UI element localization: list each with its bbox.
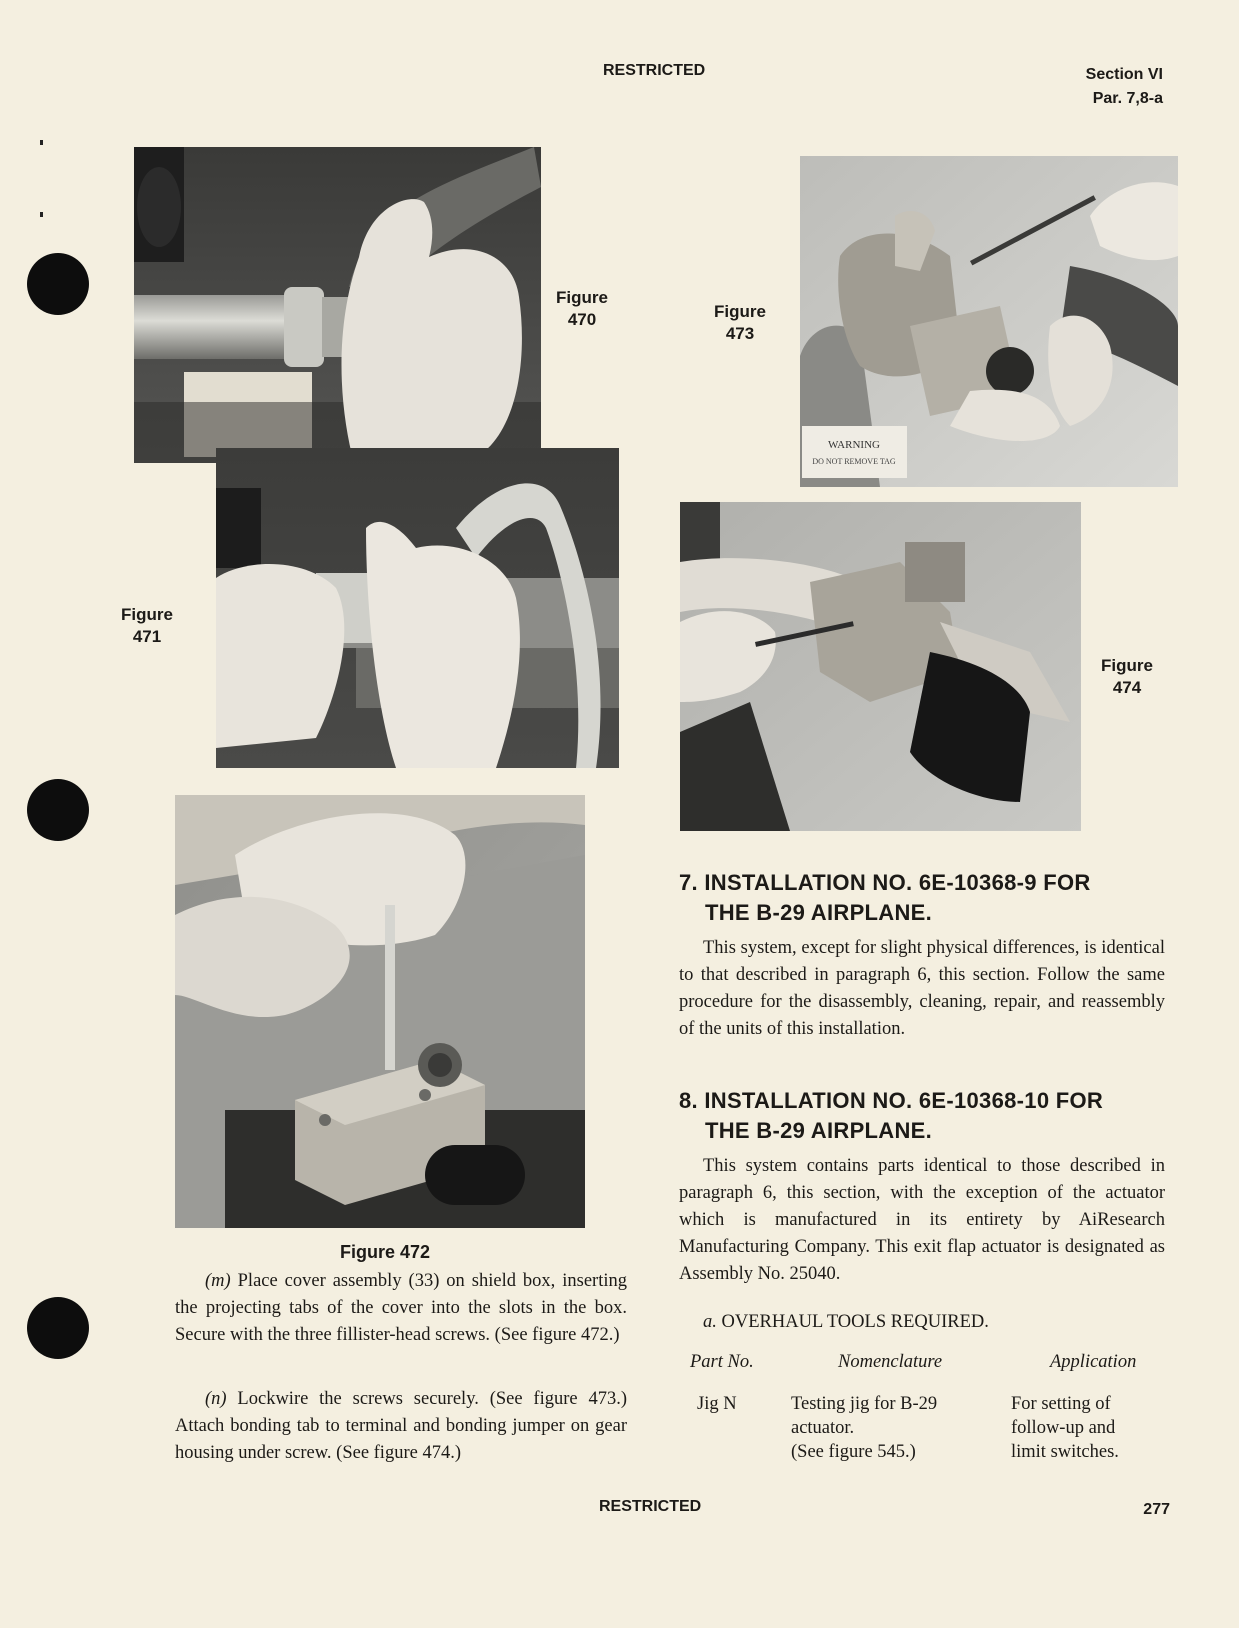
table-row-application	[1011, 1392, 1119, 1464]
section-8-heading-line-1: 8. INSTALLATION NO. 6E-10368-10 FOR	[679, 1088, 1104, 1113]
section-7-heading	[679, 868, 1179, 928]
footer-restricted: RESTRICTED	[599, 1498, 702, 1515]
step-n-paragraph	[175, 1386, 627, 1467]
figure-471-label	[117, 604, 177, 648]
figure-473-label	[705, 301, 775, 345]
figure-474-label	[1092, 655, 1162, 699]
col-header-part: Part No.	[690, 1352, 754, 1372]
application-line-3: limit switches.	[1011, 1442, 1119, 1462]
margin-mark	[40, 140, 43, 145]
figure-473-photo	[800, 156, 1178, 487]
table-row-part: Jig N	[697, 1394, 737, 1414]
binder-hole-top	[27, 253, 89, 315]
overhaul-tools-title: OVERHAUL TOOLS REQUIRED.	[716, 1312, 989, 1332]
figure-471-photo	[216, 448, 619, 768]
step-m-label: (m)	[205, 1271, 231, 1291]
figure-474-word: Figure	[1101, 656, 1153, 675]
section-8-heading	[679, 1086, 1179, 1146]
col-header-nomenclature: Nomenclature	[838, 1352, 943, 1372]
section-7-body: This system, except for slight physical differences, is identical to that described in paragraph 6, this section. Follow the same procedure for the disassembly, cleaning, repair, and reassembly of the units of this installation.	[679, 938, 1165, 1039]
margin-mark	[40, 212, 43, 217]
warning-tag-text: DO NOT REMOVE TAG	[812, 457, 896, 466]
figure-472-photo	[175, 795, 585, 1228]
page-number: 277	[1143, 1501, 1170, 1518]
nomenclature-line-1: Testing jig for B-29	[791, 1394, 938, 1414]
step-n-text: Lockwire the screws securely. (See figure 473.) Attach bonding tab to terminal and bonding jumper on gear housing under screw. (See figure 474.)	[175, 1389, 627, 1463]
figure-474-photo	[680, 502, 1081, 831]
section-8-body: This system contains parts identical to those described in paragraph 6, this section, with the exception of the actuator which is manufactured in its entirety by AiResearch Manufacturing Company. This exit flap actuator is designated as Assembly No. 25040.	[679, 1156, 1165, 1284]
step-m-paragraph	[175, 1268, 627, 1349]
warning-tag-title: WARNING	[828, 439, 880, 451]
binder-hole-bottom	[27, 1297, 89, 1359]
figure-470-photo	[134, 147, 541, 463]
section-7-heading-line-1: 7. INSTALLATION NO. 6E-10368-9 FOR	[679, 870, 1091, 895]
application-line-2: follow-up and	[1011, 1418, 1116, 1438]
overhaul-tools-letter: a.	[703, 1312, 717, 1332]
application-line-1: For setting of	[1011, 1394, 1111, 1414]
section-7-heading-line-2: THE B-29 AIRPLANE.	[705, 900, 933, 925]
figure-473-word: Figure	[714, 302, 766, 321]
section-8-heading-line-2: THE B-29 AIRPLANE.	[705, 1118, 933, 1143]
figure-471-number: 471	[132, 627, 162, 646]
step-m-text: Place cover assembly (33) on shield box, inserting the projecting tabs of the cover into the slots in the box. Secure with the three fillister-head screws. (See figure 472.)	[175, 1271, 627, 1345]
nomenclature-line-2: actuator.	[791, 1418, 855, 1438]
figure-474-number: 474	[1112, 678, 1142, 697]
figure-472-caption: Figure 472	[339, 1242, 431, 1262]
header-paragraph-ref: Par. 7,8-a	[1092, 90, 1163, 107]
col-header-application: Application	[1050, 1352, 1137, 1372]
figure-473-number: 473	[725, 324, 755, 343]
figure-470-number: 470	[567, 310, 597, 329]
figure-470-label	[552, 287, 612, 331]
header-section: Section VI	[1085, 66, 1163, 83]
binder-hole-middle	[27, 779, 89, 841]
header-restricted: RESTRICTED	[603, 62, 706, 79]
figure-471-word: Figure	[121, 605, 173, 624]
table-row-nomenclature	[791, 1392, 937, 1464]
overhaul-tools-heading	[703, 1310, 1173, 1334]
nomenclature-line-3: (See figure 545.)	[791, 1442, 916, 1462]
step-n-label: (n)	[205, 1389, 227, 1409]
figure-470-word: Figure	[556, 288, 608, 307]
